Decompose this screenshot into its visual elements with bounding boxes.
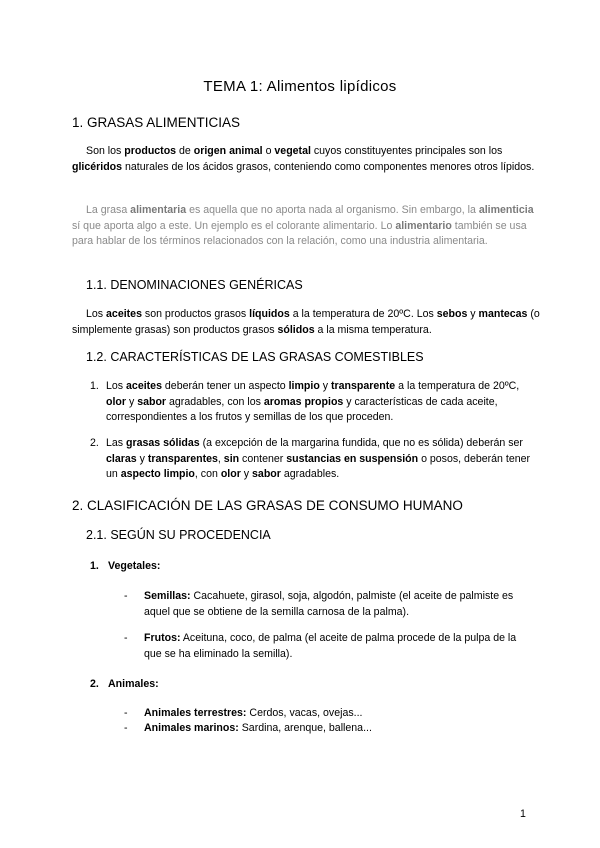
list-item-aceites xyxy=(90,379,542,426)
dash-item-text: Frutos: Aceituna, coco, de palma (el aceite de palma procede de la pulpa de la que se ha eliminado la semilla). xyxy=(144,632,517,660)
subsection-heading-denominaciones: 1.1. DENOMINACIONES GENÉRICAS xyxy=(86,278,303,292)
dash-item-animales-terrestres xyxy=(124,706,534,722)
list-item-text: Las grasas sólidas (a excepción de la margarina fundida, que no es sólida) deberán ser claras y transparentes, sin contener sustancias en suspensión o posos, deberán tener un aspecto limpio, con olor y sabor agradables. xyxy=(106,437,531,480)
dash-bullet: - xyxy=(124,722,128,734)
list-number: 2. xyxy=(90,437,99,449)
section-heading-grasas-alimenticias: 1. GRASAS ALIMENTICIAS xyxy=(72,115,241,130)
dash-item-text: Animales marinos: Sardina, arenque, ballena... xyxy=(144,722,372,734)
paragraph-definicion-grasas: Son los productos de origen animal o vegetal cuyos constituyentes principales son los glicéridos naturales de los ácidos grasos, conteniendo como componentes menores otros lípidos. xyxy=(72,145,535,173)
document-title: TEMA 1: Alimentos lipídicos xyxy=(203,78,397,95)
list-number: 1. xyxy=(90,560,99,572)
subsection-heading-caracteristicas: 1.2. CARACTERÍSTICAS DE LAS GRASAS COMESTIBLES xyxy=(86,350,424,364)
dash-item-frutos xyxy=(124,631,534,662)
dash-bullet: - xyxy=(124,707,128,719)
list-item-grasas-solidas xyxy=(90,436,542,483)
dash-bullet: - xyxy=(124,632,128,644)
category-label: Vegetales: xyxy=(108,560,161,572)
section-heading-clasificacion: 2. CLASIFICACIÓN DE LAS GRASAS DE CONSUMO HUMANO xyxy=(72,498,463,513)
page-number: 1 xyxy=(520,808,526,820)
dash-item-text: Animales terrestres: Cerdos, vacas, ovejas... xyxy=(144,707,363,719)
paragraph-denominaciones: Los aceites son productos grasos líquidos a la temperatura de 20ºC. Los sebos y mantecas (o simplemente grasas) son productos grasos sólidos a la misma temperatura. xyxy=(72,308,540,336)
category-label: Animales: xyxy=(108,678,159,690)
list-number: 1. xyxy=(90,380,99,392)
subsection-heading-procedencia: 2.1. SEGÚN SU PROCEDENCIA xyxy=(86,528,271,542)
category-animales xyxy=(90,678,159,690)
paragraph-alimentaria-alimenticia: La grasa alimentaria es aquella que no aporta nada al organismo. Sin embargo, la alimenticia sí que aporta algo a este. Un ejemplo es el colorante alimentario. Lo alimentario también se usa para hablar de los términos relacionados con la relación, como una industria alimentaria. xyxy=(72,204,534,247)
dash-item-animales-marinos xyxy=(124,721,534,737)
list-item-text: Los aceites deberán tener un aspecto limpio y transparente a la temperatura de 20ºC, olor y sabor agradables, con los aromas propios y características de cada aceite, correspondientes a los frutos y semillas de los que proceden. xyxy=(106,380,520,423)
dash-bullet: - xyxy=(124,590,128,602)
list-number: 2. xyxy=(90,678,99,690)
dash-item-text: Semillas: Cacahuete, girasol, soja, algodón, palmiste (el aceite de palmiste es aquel que se obtiene de la semilla carnosa de la palma). xyxy=(144,590,514,618)
category-vegetales xyxy=(90,560,160,572)
dash-item-semillas xyxy=(124,589,534,620)
